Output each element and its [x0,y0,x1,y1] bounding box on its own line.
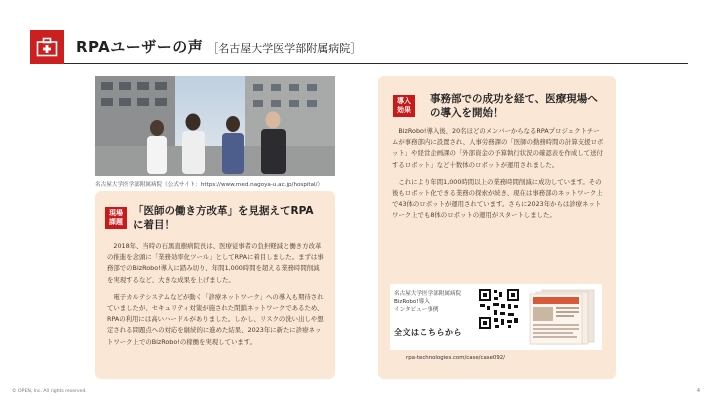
hospital-staff-photo [95,76,335,176]
adoption-effect-body [392,126,606,222]
field-issue-body [107,241,325,348]
case-study-url[interactable]: rpa-technologies.com/case/case092/ [406,355,506,361]
qr-code-icon[interactable] [478,288,520,330]
promo-line: インタビュー事例 [394,307,439,314]
field-issue-tag: 現場課題 [105,207,127,229]
adoption-effect-heading: 事務部での成功を経て、医療現場への導入を開始！ [430,93,598,119]
case-study-booklet-thumbnail [528,288,596,346]
photo-caption: 名古屋大学医学部附属病院（公式サイト：https://www.med.nagoya-u.ac.jp/hospital/） [95,182,324,188]
case-study-promo[interactable] [390,284,602,350]
field-issue-card [95,191,335,379]
copyright: © OPEN, Inc. All rights reserved. [12,389,87,394]
page-subtitle: ［名古屋大学医学部附属病院］ [207,42,362,55]
adoption-effect-paragraph: BizRobo!導入後、20名ほどのメンバーからなるRPAプロジェクトチームが事務部内に設置され、人事労務課の「医師の勤務時間の計算支援ロボット」や経営企画課の「外部資金の予算執行状況の確認表を作成して送付するロボット」など十数体のロボットが運用されました。 [392,127,604,169]
medical-bag-icon [30,30,64,64]
page-title: RPAユーザーの声 ［名古屋大学医学部附属病院］ [76,38,362,56]
page-number: 4 [696,388,700,394]
adoption-effect-paragraph: これにより年間1,000時間以上の業務時間削減に成功しています。その後もロボット化できる業務の探索が続き、現在は事務部のネットワーク上で43体のロボットが運用されています。さらに2023年からは診療ネットワーク上でも8体のロボットの運用がスタートしました。 [392,177,603,220]
promo-text [394,290,461,315]
field-issue-paragraph: 電子カルテシステムなどが動く「診療ネットワーク」への導入も期待されていましたが、セキュリティ対策が施された閉鎖ネットワークであるため、RPAの利用には高いハードルがありました。しかし、リスクの洗い出しや想定される問題点への対応を継続的に進めた結果、2023年に新たに診療ネットワーク上でのBizRobo!の稼働を実現しています。 [107,292,324,346]
promo-line: BizRobo!導入 [394,299,430,306]
adoption-effect-card [378,76,616,379]
promo-line: 名古屋大学医学部附属病院 [394,291,462,297]
field-issue-paragraph: 2018年、当時の石黒直樹病院長は、医療従事者の負担軽減と働き方改革の推進を念頭に「業務効率化ツール」としてRPAに着目しました。まずは事務部でのBizRobo!導入に踏み切り、年間1,000時間を超える業務時間削減を実現するなど、大きな成果を上げました。 [107,242,324,284]
field-issue-heading: 「医師の働き方改革」を見据えてRPAに着目！ [133,205,314,231]
adoption-effect-tag: 導入効果 [393,95,415,117]
read-more-link[interactable]: 全文はこちらから [394,328,462,337]
header [30,30,688,64]
